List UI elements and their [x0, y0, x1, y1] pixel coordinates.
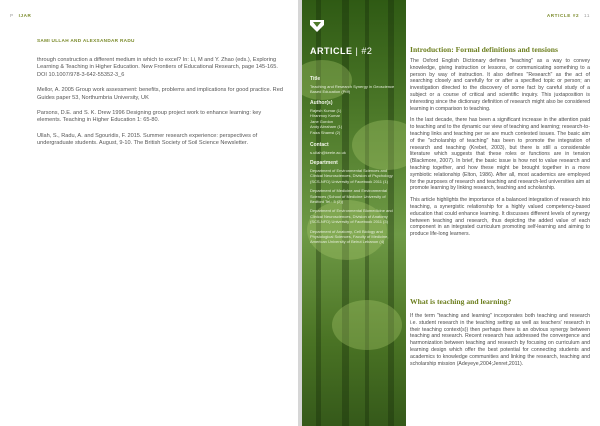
article-sidebar — [302, 0, 406, 426]
left-running-head — [10, 13, 31, 18]
reference-item: Parsons, D.E. and S. K. Drew 1996 Designing group project work to enhance learning: key elements. Teaching in Higher Education 1: 65-80. — [37, 110, 262, 124]
sidebar-author: Faiza Shamsi (2) — [310, 129, 341, 135]
right-page — [302, 0, 600, 426]
reference-list — [37, 57, 284, 156]
journal-logo-icon — [310, 20, 324, 32]
left-page — [0, 0, 298, 426]
article-number: #2 — [361, 46, 373, 56]
section-heading-teaching-learning: What is teaching and learning? — [410, 297, 512, 306]
sidebar-title-text: Teaching and Research Synergy in Geoscience Based Education (Pdf) — [310, 84, 395, 95]
section-teaching-learning-body — [410, 313, 590, 372]
sidebar-title-block — [310, 76, 396, 95]
left-page-number: P — [10, 13, 14, 18]
article-number-title: ARTICLE | #2 — [310, 46, 373, 56]
sidebar-department-item: Department of Environmental Biomedicine and Clinical Neurosciences, Division of Anatomy (SCS-NFD) University of Facebook 2011 (3) — [310, 208, 393, 225]
reference-item: Mellor, A. 2005 Group work assessment: benefits, problems and implications for good practice. Red Guides paper 53, Northumbria University, UK — [37, 87, 283, 101]
right-running-head-title: ARTICLE #2 — [546, 13, 580, 18]
right-page-number: 11 — [584, 13, 590, 18]
sidebar-department-heading: Department — [310, 160, 338, 166]
reference-item: through construction a different medium in which to excel? In: Li, M and Y. Zhao (eds.), Exploring Learning & Teaching in Higher Education. New Frontiers of Educational Research, page 145-165. DOI 10.1007/978-3-642-55352-3_6 — [37, 57, 278, 78]
sidebar-author: Jane Gordon — [310, 118, 334, 124]
section-introduction-body — [410, 58, 590, 243]
sidebar-author: Rajesh Kumar (1) — [310, 108, 342, 113]
body-paragraph: If the term "teaching and learning" incorporates both teaching and research i.e. student research in the teaching setting as well as teachers' research in their teaching context(s)) then perhaps there is an obvious synergy between teaching and research. Recent research has addressed the convergence and harmonization between teaching and research by focusing on curriculum and learning design which offer the best potential for connecting students and academics to knowledge communities and linking the research, teaching and scholarship mission (Adeyeye,2004;Jenret,2011). — [410, 313, 590, 367]
reference-item: Ullah, S., Radu, A. and Sgouridis, F. 2015. Summer research experience: perspectives of undergraduate students. August, 9-10. The British Society of Soil Science Newsletter. — [37, 132, 258, 147]
sidebar-contact-block — [310, 142, 396, 155]
page-authors: SAMI ULLAH AND ALEXSANDAR RADU — [37, 38, 135, 43]
sidebar-department-item: Department of Environmental Sciences and Clinical Neurosciences, Division of Psychology (SCS-NFD) University of Facebook 2011 (1) — [310, 168, 393, 184]
sidebar-department-item: Department of Anatomy, Cell Biology and Physiological Sciences, Faculty of Medicine, American University of Beirut Lebanon (4) — [310, 228, 389, 245]
article-label: ARTICLE — [310, 46, 353, 56]
sidebar-title-heading: Title — [310, 76, 321, 82]
body-paragraph: The Oxford English Dictionary defines "teaching" as a way to convey knowledge, giving instruction or lessons, or communicating something to a person by way of instruction. It also defines "Research" as the act of searching closely and carefully for or after a specified topic or person; an investigation directed to the discovery of some fact by careful study of a subject or a course of critical and scientific inquiry. This juxtaposition is interesting since the dictionary definition of research might also be considered learning in comparison to teaching. — [410, 58, 590, 112]
left-running-head-title: IJAR — [18, 13, 32, 18]
section-heading-introduction: Introduction: Formal definitions and tensions — [410, 45, 558, 54]
sidebar-authors-block — [310, 100, 396, 135]
sidebar-contact-email[interactable]: s.ullah@keele.ac.uk — [310, 150, 346, 155]
sidebar-department-block — [310, 160, 396, 249]
sidebar-department-item: Department of Medicine and Environmental Sciences (School of Medicine University of Bedford Tel.: 5 (2)) — [310, 188, 387, 205]
body-paragraph: This article highlights the importance of a balanced integration of research into teaching, a synergistic relationship for a highly valued competency-based education that could enhance learning. It discusses different levels of synergy between teaching and research, thus depicting the added value of each component in an integrated curriculum promoting self-learning and aiming to produce life-long learners. — [410, 197, 590, 238]
sidebar-contact-heading: Contact — [310, 142, 329, 148]
right-running-head — [547, 13, 590, 18]
sidebar-author: Hiranmoy Kumar — [310, 113, 341, 119]
sidebar-authors-heading: Author(s) — [310, 100, 333, 106]
sidebar-author: Andy Abraham (1) — [310, 124, 343, 130]
body-paragraph: In the last decade, there has been a significant increase in the attention paid to teaching and to the dynamic our view of teaching and learning; research-to-teaching links and teaching per se are much contested issues. The basic aim of the "scholarship of teaching" has been to promote the integration of research and teaching (Krebet, 2003), but there is still a considerable literature which suggests that these roles or functions are in tension (Blackmore, 2007). In brief, the basic issue is how not to value research and teaching together, and how these might be brought together in a more symbiotic relationship (Elton, 1986). After all, most academics are employed for the purposes of research and teaching and research-led universities aim at promote learning by linking research, teaching and scholarship. — [410, 117, 590, 192]
